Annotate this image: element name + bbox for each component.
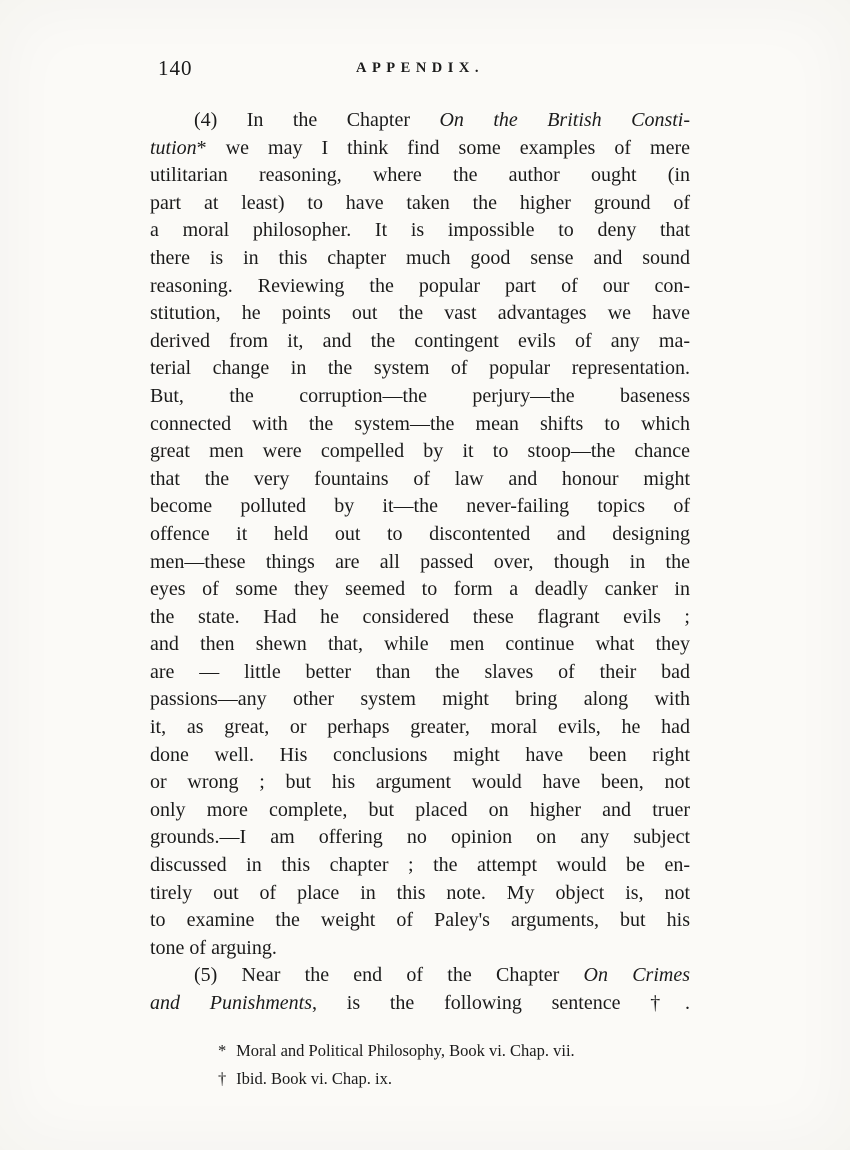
text-segment: are — little better than the slaves of their bad: [150, 660, 690, 683]
text-segment: (5) Near the end of the Chapter: [194, 964, 584, 987]
text-segment: utilitarian reasoning, where the author ought (in: [150, 164, 690, 187]
text-segment: eyes of some they seemed to form a deadly canker in: [150, 578, 690, 601]
text-segment: or wrong ; but his argument would have been, not: [150, 771, 690, 794]
text-segment: men—these things are all passed over, though in the: [150, 550, 690, 573]
text-segment: a moral philosopher. It is impossible to deny that: [150, 219, 690, 242]
text-segment: , is the following sentence †.: [312, 992, 691, 1014]
text-line: [150, 300, 690, 328]
text-segment: tone of arguing.: [150, 936, 277, 959]
text-segment: tirely out of place in this note. My object is, not: [150, 881, 690, 904]
text-line: [150, 990, 690, 1018]
footnote: [218, 1065, 698, 1093]
text-segment: * we may I think find some examples of mere: [196, 136, 690, 159]
text-line: [150, 355, 690, 383]
text-segment: great men were compelled by it to stoop—the chance: [150, 440, 690, 463]
italic-text: On Crimes: [583, 964, 690, 987]
footnote-text: Ibid. Book vi. Chap. ix.: [232, 1068, 392, 1088]
text-segment: there is in this chapter much good sense and sound: [150, 246, 690, 269]
text-line: [150, 907, 690, 935]
text-line: [150, 935, 690, 963]
text-line: [150, 466, 690, 494]
text-line: [150, 135, 690, 163]
text-segment: reasoning. Reviewing the popular part of our con-: [150, 274, 690, 297]
text-line: [150, 659, 690, 687]
text-segment: derived from it, and the contingent evils of any ma-: [150, 329, 690, 352]
text-segment: (4) In the Chapter: [194, 109, 440, 131]
italic-text: and Punishments: [150, 992, 312, 1014]
text-segment: to examine the weight of Paley's arguments, but his: [150, 909, 690, 932]
italic-text: tution: [150, 136, 197, 159]
text-line: [150, 880, 690, 908]
text-line: [150, 521, 690, 549]
text-segment: But, the corruption—the perjury—the baseness: [150, 384, 690, 407]
footnote: [218, 1037, 698, 1065]
text-line: [150, 686, 690, 714]
text-line: [150, 576, 690, 604]
text-line: [150, 797, 690, 825]
text-segment: grounds.—I am offering no opinion on any subject: [150, 826, 690, 849]
text-line: [150, 245, 690, 273]
text-segment: passions—any other system might bring along with: [150, 688, 690, 711]
italic-text: On the British Consti-: [439, 109, 690, 131]
body-text: [150, 107, 690, 1018]
text-segment: it, as great, or perhaps greater, moral evils, he had: [150, 716, 690, 739]
text-segment: only more complete, but placed on higher and truer: [150, 798, 690, 821]
text-line: [150, 190, 690, 218]
text-line: [150, 217, 690, 245]
text-segment: and then shewn that, while men continue what they: [150, 633, 690, 656]
text-segment: discussed in this chapter ; the attempt would be en-: [150, 854, 690, 877]
text-line: [150, 438, 690, 466]
text-line: [150, 852, 690, 880]
text-segment: that the very fountains of law and honour might: [150, 467, 690, 490]
running-head: APPENDIX.: [355, 60, 485, 76]
footnote-text: Moral and Political Philosophy, Book vi. Chap. vii.: [232, 1041, 575, 1060]
text-line: [150, 411, 690, 439]
text-line: [150, 549, 690, 577]
text-segment: part at least) to have taken the higher ground of: [150, 191, 690, 214]
text-line: [150, 162, 690, 190]
text-line: [150, 714, 690, 742]
text-line: [150, 493, 690, 521]
text-segment: offence it held out to discontented and designing: [150, 522, 690, 545]
text-line: [150, 328, 690, 356]
footnote-marker: *: [218, 1041, 227, 1060]
text-line: [150, 742, 690, 770]
text-line: [150, 631, 690, 659]
text-segment: stitution, he points out the vast advantages we have: [150, 302, 690, 325]
text-line: [150, 273, 690, 301]
footnotes: [218, 1037, 698, 1092]
text-segment: the state. Had he considered these flagrant evils ;: [150, 605, 690, 628]
text-segment: connected with the system—the mean shifts to which: [150, 412, 690, 435]
text-line: [150, 107, 690, 135]
page-number: 140: [158, 56, 193, 80]
text-line: [150, 383, 690, 411]
footnote-marker: †: [218, 1068, 227, 1088]
text-line: [150, 769, 690, 797]
text-line: [150, 604, 690, 632]
text-line: [150, 962, 690, 990]
text-segment: terial change in the system of popular representation.: [150, 357, 690, 380]
text-segment: done well. His conclusions might have been right: [150, 743, 690, 766]
text-segment: become polluted by it—the never-failing topics of: [150, 495, 690, 518]
text-line: [150, 824, 690, 852]
